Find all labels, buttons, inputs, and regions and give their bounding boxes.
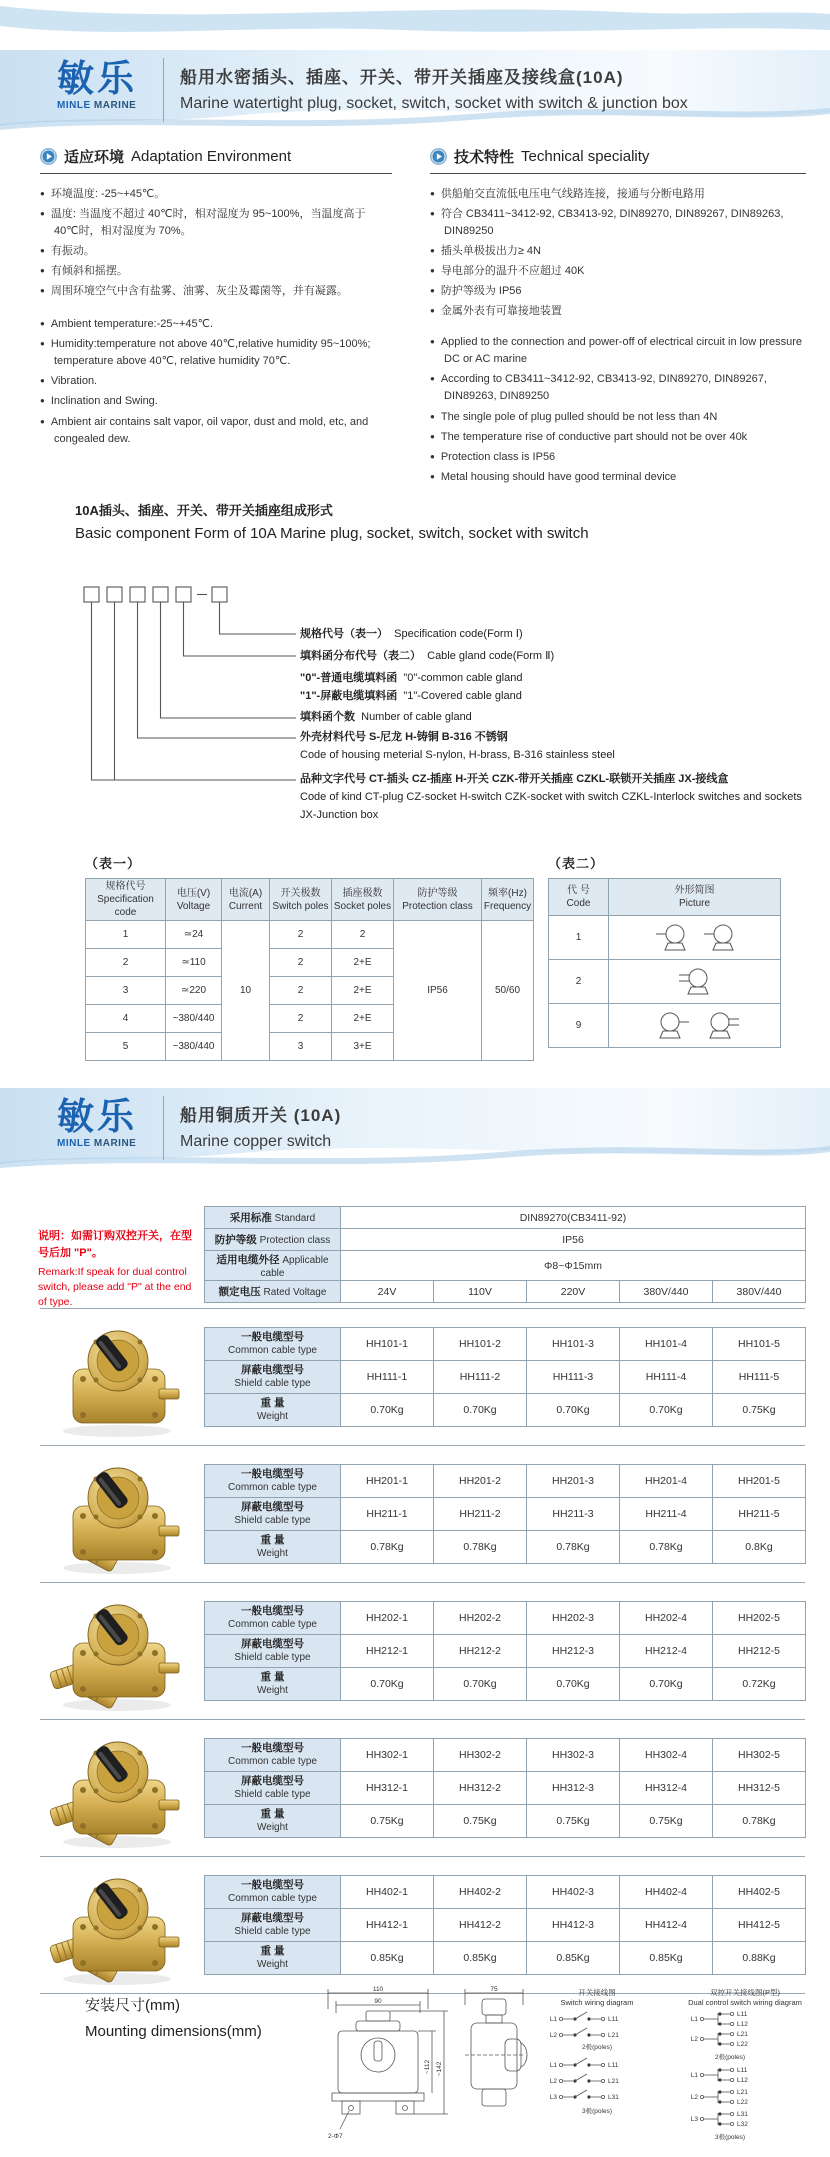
cell: ~380/440 [166,1005,222,1033]
bullet-item: ● 防护等级为 IP56 [430,283,806,300]
code-label: Code of kind CT-plug CZ-socket H-switch CZK-socket with switch CZKL-Interlock switches and sockets [300,791,802,803]
cell-code: 9 [549,1004,609,1048]
weight-cell: 0.78Kg [434,1531,527,1564]
header2-divider [163,1096,164,1160]
header-cell: 频率(Hz) Frequency [482,879,534,921]
model-cell: HH211-4 [620,1498,713,1531]
product-row [40,1308,805,1445]
product-list [40,1308,805,1994]
row-label: 一般电缆型号 Common cable type [205,1739,341,1772]
dim-112: ~112 [424,2059,431,2075]
model-cell: HH111-2 [434,1361,527,1394]
pole-caption: 2极(poles) [582,2044,612,2051]
weight-cell: 0.8Kg [713,1531,806,1564]
voltage-cell: 110V [434,1281,527,1303]
model-cell: HH302-4 [620,1739,713,1772]
bullet-item: ● Inclination and Swing. [40,393,392,410]
section-adaptation-header [40,146,392,174]
weight-cell: 0.70Kg [341,1668,434,1701]
weight-cell: 0.70Kg [434,1394,527,1427]
cell: 2 [270,977,332,1005]
terminal-label: L3 [549,2094,557,2101]
cell: 3 [270,1033,332,1061]
pole-caption: 3极(poles) [582,2108,612,2115]
cell-picture [609,960,781,1004]
section2-title-en: Marine copper switch [180,1133,332,1150]
wiring-title-cn: 双控开关接线图(P型) [710,1988,780,1997]
bullet-item: ● 金属外表有可靠接地装置 [430,303,806,320]
model-cell: HH201-1 [341,1465,434,1498]
logo-en-text [57,1138,137,1149]
remark-note [38,1228,200,1311]
form2-table [548,878,781,1048]
header-divider [163,58,164,122]
code-label: "1"-屏蔽电缆填料函 "1"-Covered cable gland [300,690,522,702]
row-label: 重 量 Weight [205,1942,341,1975]
pole-caption: 3极(poles) [715,2134,745,2141]
form2-caption: （表二） [548,856,605,871]
product-spec-table [204,1464,806,1564]
model-cell: HH312-2 [434,1772,527,1805]
header-cell: 代 号 Code [549,879,609,916]
weight-cell: 0.78Kg [713,1805,806,1838]
model-cell: HH202-1 [341,1602,434,1635]
model-cell: HH212-2 [434,1635,527,1668]
row-label: 一般电缆型号 Common cable type [205,1328,341,1361]
section-adaptation [40,146,392,451]
mounting-drawings [320,1983,830,2155]
weight-cell: 0.70Kg [527,1394,620,1427]
wiring-title-en: Dual control switch wiring diagram [688,1998,802,2007]
cell: 2 [270,1005,332,1033]
model-cell: HH111-4 [620,1361,713,1394]
gland-layout-pictogram [620,920,770,956]
terminal-label: L31 [737,2111,748,2118]
bullet-item: ● Applied to the connection and power-off of electrical circuit in low pressure DC or AC marine [430,334,806,368]
front-view-drawing [328,1986,448,2140]
model-cell: HH201-2 [434,1465,527,1498]
component-title-en: Basic component Form of 10A Marine plug, socket, switch, socket with switch [75,525,589,542]
code-label: 规格代号（表一） Specification code(Form Ⅰ) [300,628,523,640]
weight-cell: 0.70Kg [620,1668,713,1701]
bullet-item: ● 周围环境空气中含有盐雾、油雾、灰尘及霉菌等，并有凝露。 [40,283,392,300]
dim-142: ~142 [436,2061,443,2077]
model-cell: HH111-5 [713,1361,806,1394]
section2-title-cn: 船用铜质开关 (10A) [180,1106,342,1125]
model-cell: HH101-5 [713,1328,806,1361]
logo2 [57,1098,137,1149]
terminal-label: L31 [608,2094,619,2101]
model-cell: HH312-1 [341,1772,434,1805]
row-label: 一般电缆型号 Common cable type [205,1602,341,1635]
logo-cn-text: 敏乐 [57,58,137,99]
wiring-title-en: Switch wiring diagram [560,1998,634,2007]
product-spec-table [204,1875,806,1975]
terminal-label: L2 [549,2032,557,2039]
cell: 3+E [332,1033,394,1061]
section-technical-header [430,146,806,174]
bullet-item: ● Ambient air contains salt vapor, oil vapor, dust and mold, etc, and congealed dew. [40,414,392,448]
dim-holes: 2-Φ7 [328,2133,343,2140]
section-title-cn: 技术特性 [454,149,515,166]
terminal-label: L12 [737,2077,748,2084]
model-cell: HH302-5 [713,1739,806,1772]
bullet-item: ● Metal housing should have good terminal device [430,469,806,486]
cell: ≃220 [166,977,222,1005]
weight-cell: 0.70Kg [620,1394,713,1427]
component-form-title [75,500,775,542]
code-label: "0"-普通电缆填料函 "0"-common cable gland [300,672,523,684]
spec-label: 适用电缆外径 Applicable cable [205,1251,341,1281]
product-spec-table [204,1327,806,1427]
logo-en-marine: MARINE [93,100,137,111]
gland-layout-pictogram [620,964,770,1000]
model-cell: HH412-5 [713,1909,806,1942]
model-cell: HH302-1 [341,1739,434,1772]
section-title-en: Technical speciality [521,148,650,165]
dim-90: 90 [374,1998,382,2005]
bullet-item: ● The single pole of plug pulled should be not less than 4N [430,409,806,426]
spec-value: IP56 [341,1229,806,1251]
model-cell: HH412-4 [620,1909,713,1942]
model-cell: HH202-3 [527,1602,620,1635]
code-label: Code of housing meterial S-nylon, H-brass, B-316 stainless steel [300,749,615,761]
section-title-en: Adaptation Environment [131,148,292,165]
row-label: 重 量 Weight [205,1394,341,1427]
product-photo [45,1865,200,1987]
model-cell: HH402-4 [620,1876,713,1909]
dual-switch-wiring-diagram [688,1987,802,2141]
cell-protection: IP56 [394,921,482,1061]
product-photo [45,1317,200,1439]
model-cell: HH201-5 [713,1465,806,1498]
model-cell: HH212-5 [713,1635,806,1668]
cell: ≃24 [166,921,222,949]
brass-switch-image [45,1865,195,1987]
product-photo [45,1454,200,1576]
product-row [40,1582,805,1719]
page-title-en: Marine watertight plug, socket, switch, socket with switch & junction box [180,95,688,112]
model-cell: HH212-1 [341,1635,434,1668]
header-cell: 开关极数 Switch poles [270,879,332,921]
weight-cell: 0.75Kg [527,1805,620,1838]
voltage-cell: 380V/440 [620,1281,713,1303]
header-cell: 防护等级 Protection class [394,879,482,921]
model-cell: HH201-4 [620,1465,713,1498]
weight-cell: 0.78Kg [620,1531,713,1564]
technical-en-list [430,334,806,485]
cell: 2 [270,921,332,949]
code-label: JX-Junction box [300,809,379,821]
header-cell: 规格代号 Specification code [86,879,166,921]
row-label: 屏蔽电缆型号 Shield cable type [205,1772,341,1805]
bullet-item: ● Vibration. [40,373,392,390]
terminal-label: L1 [690,2072,698,2079]
pole-caption: 2极(poles) [715,2054,745,2061]
model-cell: HH312-5 [713,1772,806,1805]
product-row [40,1856,805,1993]
spec-label: 防护等级 Protection class [205,1229,341,1251]
weight-cell: 0.85Kg [620,1942,713,1975]
section-title-cn: 适应环境 [64,149,125,166]
adaptation-cn-list [40,186,392,300]
product-spec-table [204,1738,806,1838]
terminal-label: L32 [737,2121,748,2128]
product-row [40,1445,805,1582]
bullet-item: ● According to CB3411~3412-92, CB3413-92, DIN89270, DIN89267, DIN89263, DIN89250 [430,371,806,405]
model-cell: HH402-5 [713,1876,806,1909]
dim-75: 75 [490,1986,498,1993]
terminal-label: L1 [690,2016,698,2023]
bullet-item: ● Humidity:temperature not above 40℃,relative humidity 95~100%; temperature above 40℃, relative humidity 70℃. [40,336,392,370]
dim-110: 110 [372,1986,384,1993]
voltage-cell: 220V [527,1281,620,1303]
logo-en-marine: MARINE [93,1138,137,1149]
brass-switch-image [45,1591,195,1713]
technical-cn-list [430,186,806,320]
remark-en-text: Remark:If speak for dual control switch, please add "P" at the end of type. [38,1266,192,1309]
spec-label: 额定电压 Rated Voltage [205,1281,341,1303]
model-cell: HH412-1 [341,1909,434,1942]
voltage-cell: 24V [341,1281,434,1303]
cell-code: 1 [549,916,609,960]
component-code-diagram [40,585,800,830]
header-cell: 外形简图 Picture [609,879,781,916]
bullet-item: ● 符合 CB3411~3412-92, CB3413-92, DIN89270, DIN89267, DIN89263, DIN89250 [430,206,806,240]
cell: ≃110 [166,949,222,977]
model-cell: HH101-4 [620,1328,713,1361]
play-bullet-icon [40,148,57,165]
model-cell: HH402-3 [527,1876,620,1909]
model-cell: HH412-3 [527,1909,620,1942]
terminal-label: L1 [549,2016,557,2023]
row-label: 屏蔽电缆型号 Shield cable type [205,1361,341,1394]
brass-switch-image [45,1728,195,1850]
terminal-label: L11 [608,2062,619,2069]
logo-en-minle: MINLE [57,1138,91,1149]
model-cell: HH211-2 [434,1498,527,1531]
model-cell: HH202-5 [713,1602,806,1635]
section-technical [430,146,806,489]
model-cell: HH202-2 [434,1602,527,1635]
bullet-item: ● Ambient temperature:-25~+45℃. [40,316,392,333]
terminal-label: L11 [737,2067,748,2074]
side-view-drawing [465,1986,527,2106]
weight-cell: 0.78Kg [341,1531,434,1564]
code-label: 填料函分布代号（表二） Cable gland code(Form Ⅱ) [300,650,555,662]
code-label: 外壳材料代号 S-尼龙 H-铸铜 B-316 不锈钢 [300,731,508,743]
logo-cn-text: 敏乐 [57,1096,137,1137]
weight-cell: 0.70Kg [527,1668,620,1701]
model-cell: HH211-3 [527,1498,620,1531]
row-label: 一般电缆型号 Common cable type [205,1465,341,1498]
remark-cn-text: 说明：如需订购双控开关，在型号后加 "P"。 [38,1230,192,1259]
header-cell: 插座极数 Socket poles [332,879,394,921]
product-spec-table [204,1601,806,1701]
weight-cell: 0.75Kg [341,1805,434,1838]
cell-picture [609,916,781,960]
product-row [40,1719,805,1856]
terminal-label: L2 [690,2094,698,2101]
model-cell: HH212-3 [527,1635,620,1668]
brass-switch-image [45,1317,195,1439]
cell: 2 [270,949,332,977]
terminal-label: L21 [737,2089,748,2096]
row-label: 屏蔽电缆型号 Shield cable type [205,1909,341,1942]
spec-value: DIN89270(CB3411-92) [341,1207,806,1229]
terminal-label: L21 [608,2032,619,2039]
bullet-item: ● 温度: 当温度不超过 40℃时，相对湿度为 95~100%，当温度高于 40℃时，相对湿度为 70%。 [40,206,392,240]
spec-label: 采用标准 Standard [205,1207,341,1229]
terminal-label: L22 [737,2099,748,2106]
cell: ~380/440 [166,1033,222,1061]
adaptation-en-list [40,316,392,447]
cell: 2 [86,949,166,977]
cell: 2+E [332,949,394,977]
component-title-cn: 10A插头、插座、开关、带开关插座组成形式 [75,503,333,518]
bullet-item: ● 供船舶交直流低电压电气线路连接，接通与分断电路用 [430,186,806,203]
weight-cell: 0.88Kg [713,1942,806,1975]
weight-cell: 0.70Kg [341,1394,434,1427]
spec-value: Φ8~Φ15mm [341,1251,806,1281]
voltage-cell: 380V/440 [713,1281,806,1303]
header-cell: 电压(V) Voltage [166,879,222,921]
weight-cell: 0.75Kg [434,1805,527,1838]
product-photo [45,1591,200,1713]
mounting-title-cn: 安装尺寸(mm) [85,1997,180,2014]
form1-caption: （表一） [85,856,142,871]
code-label: 品种文字代号 CT-插头 CZ-插座 H-开关 CZK-带开关插座 CZKL-联锁开关插座 JX-接线盒 [300,773,729,785]
brass-switch-image [45,1454,195,1576]
weight-cell: 0.75Kg [713,1394,806,1427]
standard-spec-table [204,1206,806,1303]
model-cell: HH211-5 [713,1498,806,1531]
terminal-label: L22 [737,2041,748,2048]
product-photo [45,1728,200,1850]
cell-picture [609,1004,781,1048]
row-label: 重 量 Weight [205,1668,341,1701]
bullet-item: ● 导电部分的温升不应超过 40K [430,263,806,280]
model-cell: HH312-3 [527,1772,620,1805]
weight-cell: 0.70Kg [434,1668,527,1701]
terminal-label: L21 [737,2031,748,2038]
terminal-label: L11 [608,2016,619,2023]
model-cell: HH201-3 [527,1465,620,1498]
switch-wiring-diagram [550,1987,634,2115]
weight-cell: 0.78Kg [527,1531,620,1564]
cell: 2+E [332,977,394,1005]
model-cell: HH211-1 [341,1498,434,1531]
bullet-item: ● 有振动。 [40,243,392,260]
terminal-label: L3 [690,2116,698,2123]
row-label: 屏蔽电缆型号 Shield cable type [205,1498,341,1531]
cell: 4 [86,1005,166,1033]
terminal-label: L11 [737,2011,748,2018]
weight-cell: 0.85Kg [527,1942,620,1975]
model-cell: HH312-4 [620,1772,713,1805]
terminal-label: L2 [549,2078,557,2085]
wiring-title-cn: 开关接线图 [578,1988,616,1997]
form1-table [85,878,534,1061]
logo [57,60,137,111]
model-cell: HH212-4 [620,1635,713,1668]
row-label: 重 量 Weight [205,1805,341,1838]
model-cell: HH111-3 [527,1361,620,1394]
cell: 2 [332,921,394,949]
cell-code: 2 [549,960,609,1004]
play-bullet-icon [430,148,447,165]
bullet-item: ● 环境温度: -25~+45℃。 [40,186,392,203]
model-cell: HH402-1 [341,1876,434,1909]
header-cell: 电流(A) Current [222,879,270,921]
terminal-label: L12 [737,2021,748,2028]
section2-title [180,1101,800,1151]
bullet-item: ● 有倾斜和摇摆。 [40,263,392,280]
model-cell: HH202-4 [620,1602,713,1635]
terminal-label: L2 [690,2036,698,2043]
weight-cell: 0.72Kg [713,1668,806,1701]
weight-cell: 0.85Kg [434,1942,527,1975]
model-cell: HH402-2 [434,1876,527,1909]
row-label: 一般电缆型号 Common cable type [205,1876,341,1909]
cell: 2+E [332,1005,394,1033]
mounting-title [85,1994,315,2040]
model-cell: HH101-1 [341,1328,434,1361]
mounting-title-en: Mounting dimensions(mm) [85,2023,262,2040]
row-label: 屏蔽电缆型号 Shield cable type [205,1635,341,1668]
model-cell: HH302-3 [527,1739,620,1772]
page-title [180,63,810,113]
cell-current: 10 [222,921,270,1061]
terminal-label: L21 [608,2078,619,2085]
model-cell: HH101-3 [527,1328,620,1361]
cell-frequency: 50/60 [482,921,534,1061]
cell: 1 [86,921,166,949]
logo-en-text [57,100,137,111]
weight-cell: 0.85Kg [341,1942,434,1975]
bullet-item: ● Protection class is IP56 [430,449,806,466]
model-cell: HH111-1 [341,1361,434,1394]
terminal-label: L1 [549,2062,557,2069]
model-cell: HH101-2 [434,1328,527,1361]
model-cell: HH412-2 [434,1909,527,1942]
row-label: 重 量 Weight [205,1531,341,1564]
model-cell: HH302-2 [434,1739,527,1772]
code-label: 填料函个数 Number of cable gland [300,711,472,723]
page-title-cn: 船用水密插头、插座、开关、带开关插座及接线盒(10A) [180,68,624,87]
weight-cell: 0.75Kg [620,1805,713,1838]
cell: 5 [86,1033,166,1061]
logo-en-minle: MINLE [57,100,91,111]
bullet-item: ● 插头单极拔出力≥ 4N [430,243,806,260]
gland-layout-pictogram [620,1008,770,1044]
bullet-item: ● The temperature rise of conductive part should not be over 40k [430,429,806,446]
cell: 3 [86,977,166,1005]
